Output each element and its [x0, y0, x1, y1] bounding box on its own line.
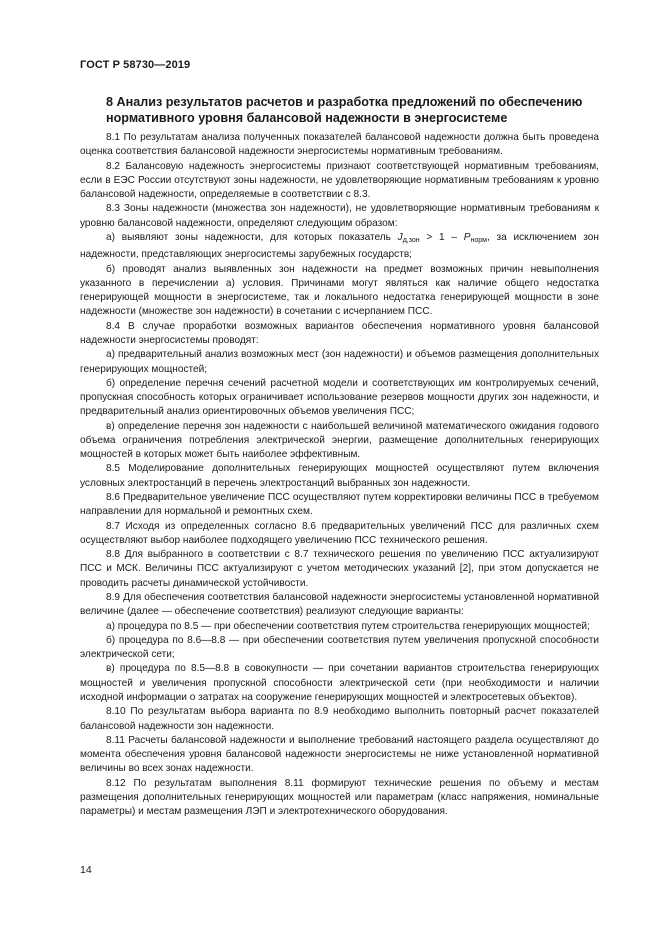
paragraph-8-9-a: а) процедура по 8.5 — при обеспечении соответствия путем строительства генерирующих мощностей;: [106, 620, 590, 632]
p8-3a-text-before: а) выявляют зоны надежности, для которых показатель: [106, 231, 398, 243]
paragraph-8-4-c: в) определение перечня зон надежности с наибольшей величиной математического ожидания годового объема ограничения потребления электрической энергии, размещение дополнительных генерирующих мощностей в которых может быть наиболее эффективным.: [80, 420, 599, 461]
indicator-p-symbol: P: [463, 231, 471, 243]
paragraph-8-2: 8.2 Балансовую надежность энергосистемы признают соответствующей нормативным требованиям, если в ЕЭС России отсутствуют зоны надежности, не удовлетворяющие нормативным требованиям к уровню балансовой надежности, определяемые в соответствии с 8.3.: [80, 160, 599, 201]
paragraph-8-5: 8.5 Моделирование дополнительных генерирующих мощностей осуществляют путем включения условных электростанций в перечень электростанций выбранных зон надежности.: [80, 463, 599, 489]
indicator-j-subscript: д,зон: [402, 236, 420, 244]
section-title: 8 Анализ результатов расчетов и разработка предложений по обеспечению нормативного уровня балансовой надежности в энергосистеме: [106, 95, 583, 125]
paragraph-8-4-a: а) предварительный анализ возможных мест (зон надежности) и объемов размещения дополнительных генерирующих мощностей;: [80, 349, 599, 375]
paragraph-8-3-b: б) проводят анализ выявленных зон надежности на предмет возможных причин невыполнения указанного в перечислении а) условия. Причинами могут являться как наличие общего недостатка генерирующей мощности в энергосистеме, так и локального недостатка генерирующей мощности в зоне надежности (множестве зон надежности) в сочетании с исчерпанием ПСС.: [80, 263, 599, 318]
indicator-p-subscript: норм: [470, 236, 487, 244]
paragraph-8-9-c: в) процедура по 8.5—8.8 в совокупности — при сочетании вариантов строительства генерирующих мощностей и увеличения пропускной способности электрической сети (при необходимости и наличии исходной информации о затратах на сооружение генерирующих мощностей и электросетевых объектов).: [80, 663, 599, 703]
paragraph-8-8: 8.8 Для выбранного в соответствии с 8.7 технического решения по увеличению ПСС актуализируют ПСС и МСК. Величины ПСС актуализируют с учетом методических указаний [2], при этом допускается не проводить расчеты динамической устойчивости.: [80, 549, 599, 589]
paragraph-8-4-b: б) определение перечня сечений расчетной модели и соответствующих им контролируемых сечений, пропускная способность которых ограничивает использование резервов мощности других зон надежности, и предварительный анализ ориентировочных объемов увеличения ПСС;: [80, 377, 599, 418]
paragraph-8-9-b: б) процедура по 8.6—8.8 — при обеспечении соответствия путем увеличения пропускной способности электрической сети;: [80, 634, 599, 661]
page-number: 14: [80, 864, 92, 876]
paragraph-8-4: 8.4 В случае проработки возможных вариантов обеспечения нормативного уровня балансовой надежности энергосистемы проводят:: [80, 320, 599, 346]
paragraph-8-6: 8.6 Предварительное увеличение ПСС осуществляют путем корректировки величины ПСС в требуемом направлении для нормальной и ремонтных схем.: [80, 492, 599, 518]
section-body: [80, 131, 599, 820]
standard-code: ГОСТ Р 58730—2019: [80, 59, 191, 71]
paragraph-8-7: 8.7 Исходя из определенных согласно 8.6 предварительных увеличений ПСС для различных схем осуществляют выбор наиболее подходящего увеличению ПСС технического решения.: [80, 520, 599, 546]
p8-3a-text-middle: > 1 –: [419, 231, 464, 243]
indicator-j-symbol: J: [397, 231, 403, 243]
paragraph-8-11: 8.11 Расчеты балансовой надежности и выполнение требований настоящего раздела осуществляют до момента обеспечения уровня балансовой надежности энергосистемы не ниже установленной нормативной величины во всех зонах надежности.: [80, 734, 599, 775]
paragraph-8-9: 8.9 Для обеспечения соответствия балансовой надежности энергосистемы установленной нормативной величине (далее — обеспечение соответствия) реализуют следующие варианты:: [80, 592, 599, 618]
paragraph-8-1: 8.1 По результатам анализа полученных показателей балансовой надежности должна быть проведена оценка соответствия балансовой надежности энергосистемы нормативным требованиям.: [80, 132, 599, 158]
paragraph-8-10: 8.10 По результатам выбора варианта по 8.9 необходимо выполнить повторный расчет показателей балансовой надежности зон надежности.: [80, 706, 599, 732]
paragraph-8-3-a: [80, 231, 599, 263]
paragraph-8-12: 8.12 По результатам выполнения 8.11 формируют технические решения по объему и местам размещения дополнительных генерирующих мощностей или параметрам (класс напряжения, номинальные параметры) и местам размещения ЛЭП и электротехнического оборудования.: [80, 777, 599, 818]
p8-3a-text-after: , за исключением зон надежности, представляющих энергосистемы зарубежных государств;: [80, 231, 599, 261]
paragraph-8-3: 8.3 Зоны надежности (множества зон надежности), не удовлетворяющие нормативным требованиям к уровню балансовой надежности, определяют следующим образом:: [80, 203, 599, 229]
